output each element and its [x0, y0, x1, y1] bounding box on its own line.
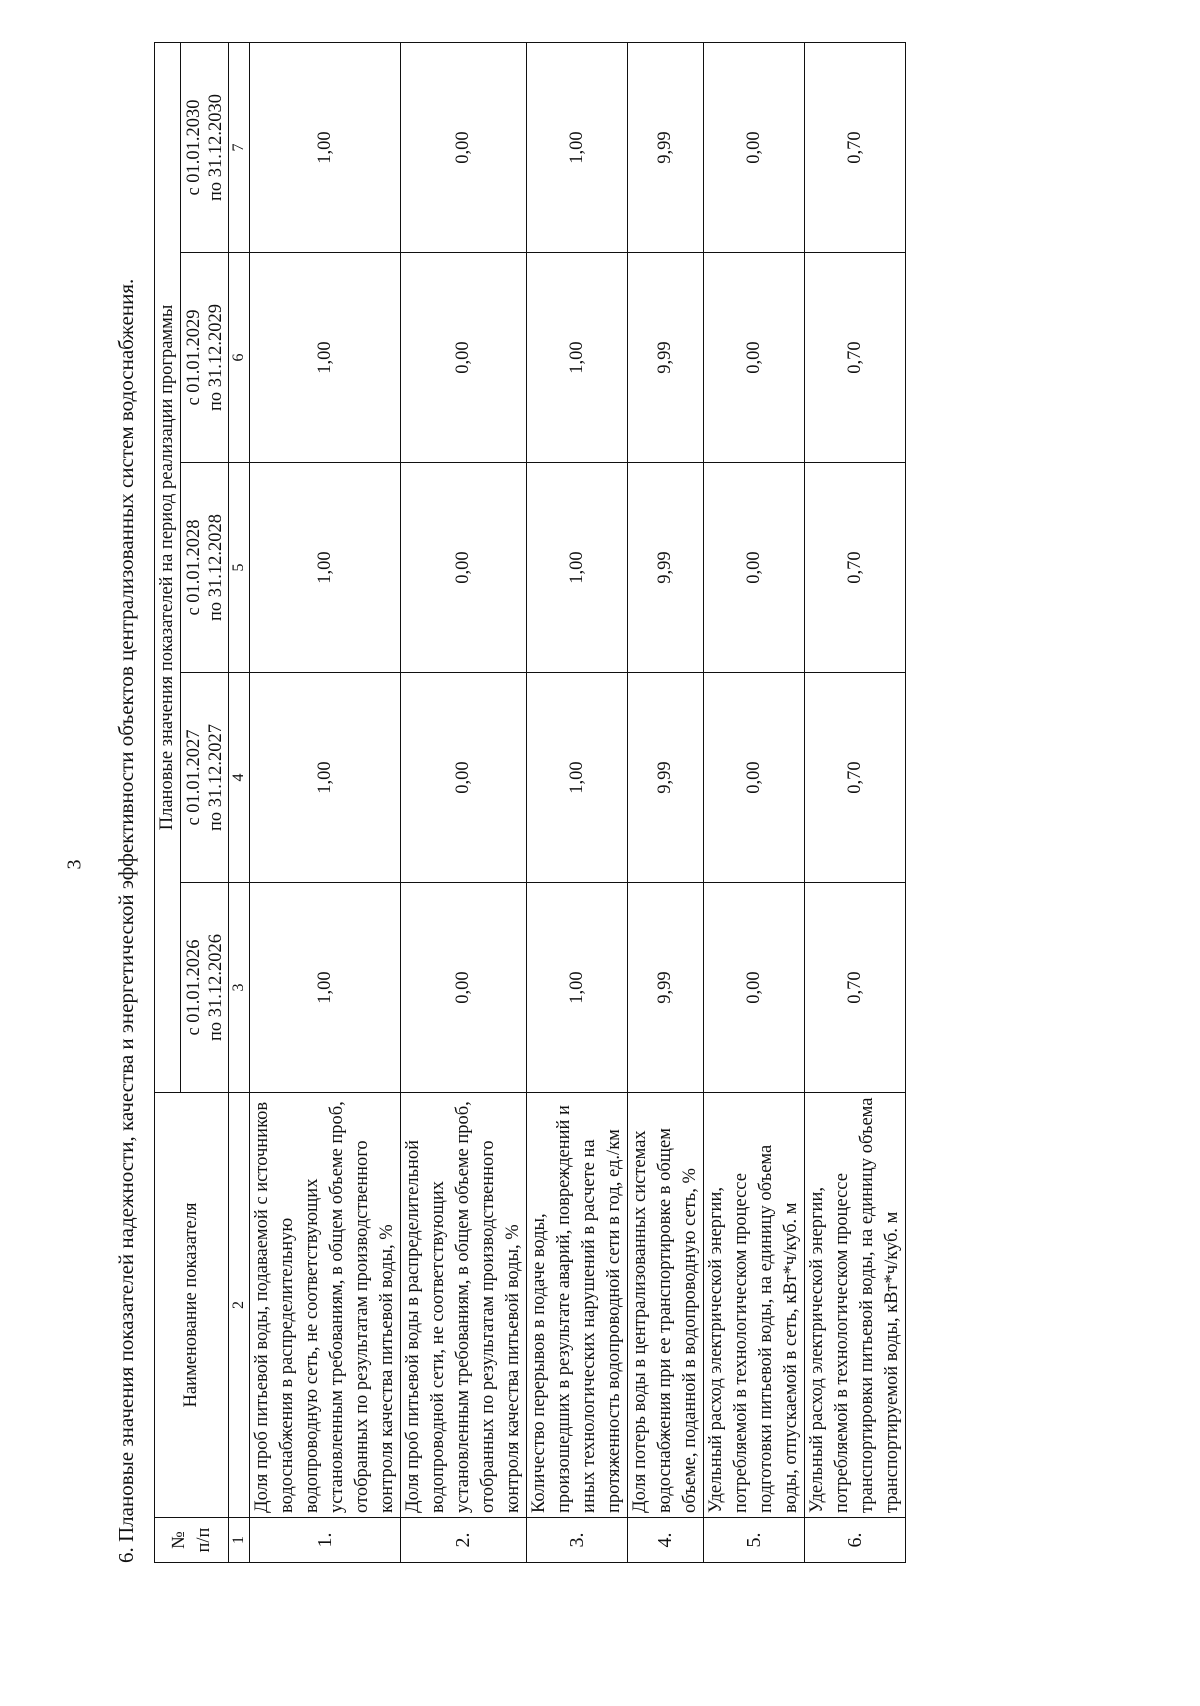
- table-row: [805, 42, 906, 1562]
- table-row: [527, 42, 628, 1562]
- table-row: [628, 42, 704, 1562]
- row-number: 1.: [250, 1518, 401, 1563]
- header-period-3: с 01.01.2028 по 31.12.2028: [181, 463, 229, 673]
- value-cell: 0,70: [805, 253, 906, 463]
- column-number: 1: [229, 1518, 250, 1563]
- value-cell: 1,00: [527, 463, 628, 673]
- indicator-name: Количество перерывов в подаче воды, произошедших в результате аварий, повреждений и иных технологических нарушений в расчете на протяженность водопроводной сети в год, ед./км: [527, 1093, 628, 1518]
- value-cell: 9,99: [628, 253, 704, 463]
- value-cell: 1,00: [250, 463, 401, 673]
- value-cell: 0,70: [805, 883, 906, 1093]
- value-cell: 1,00: [250, 253, 401, 463]
- value-cell: 9,99: [628, 883, 704, 1093]
- header-period-4: с 01.01.2029 по 31.12.2029: [181, 253, 229, 463]
- header-period-2: с 01.01.2027 по 31.12.2027: [181, 673, 229, 883]
- value-cell: 1,00: [250, 673, 401, 883]
- value-cell: 1,00: [527, 673, 628, 883]
- header-period-5: с 01.01.2030 по 31.12.2030: [181, 42, 229, 252]
- value-cell: 1,00: [527, 253, 628, 463]
- header-num: № п/п: [155, 1518, 229, 1563]
- value-cell: 0,70: [805, 42, 906, 252]
- value-cell: 1,00: [527, 42, 628, 252]
- indicators-table: [154, 42, 906, 1563]
- row-number: 2.: [401, 1518, 527, 1563]
- row-number: 6.: [805, 1518, 906, 1563]
- value-cell: 0,00: [401, 883, 527, 1093]
- value-cell: 9,99: [628, 673, 704, 883]
- value-cell: 0,00: [401, 463, 527, 673]
- value-cell: 1,00: [250, 42, 401, 252]
- value-cell: 0,00: [401, 42, 527, 252]
- value-cell: 0,00: [704, 673, 805, 883]
- row-number: 4.: [628, 1518, 704, 1563]
- table-row: [704, 42, 805, 1562]
- value-cell: 9,99: [628, 42, 704, 252]
- table-row: [401, 42, 527, 1562]
- table-row: [250, 42, 401, 1562]
- header-name: Наименование показателя: [155, 1093, 229, 1518]
- indicator-name: Доля проб питьевой воды, подаваемой с источников водоснабжения в распределительную водопроводную сеть, не соответствующих установленным требованиям, в общем объеме проб, отобранных по результатам производственного контроля качества питьевой воды, %: [250, 1093, 401, 1518]
- row-number: 3.: [527, 1518, 628, 1563]
- value-cell: 1,00: [527, 883, 628, 1093]
- column-number: 6: [229, 253, 250, 463]
- value-cell: 0,00: [401, 673, 527, 883]
- column-number: 2: [229, 1093, 250, 1518]
- indicator-name: Доля проб питьевой воды в распределительной водопроводной сети, не соответствующих установленным требованиям, в общем объеме проб, отобранных по результатам производственного контроля качества питьевой воды, %: [401, 1093, 527, 1518]
- header-group: Плановые значения показателей на период реализации программы: [155, 42, 181, 1092]
- column-number: 4: [229, 673, 250, 883]
- value-cell: 9,99: [628, 463, 704, 673]
- header-period-1: с 01.01.2026 по 31.12.2026: [181, 883, 229, 1093]
- value-cell: 0,00: [704, 463, 805, 673]
- column-number: 5: [229, 463, 250, 673]
- indicator-name: Удельный расход электрической энергии, потребляемой в технологическом процессе подготовки питьевой воды, на единицу объема воды, отпускаемой в сеть, кВт*ч/куб. м: [704, 1093, 805, 1518]
- table-caption: 6. Плановые значения показателей надежности, качества и энергетической эффективности объектов централизованных систем водоснабжения.: [114, 278, 138, 1563]
- indicator-name: Удельный расход электрической энергии, потребляемой в технологическом процессе транспортировки питьевой воды, на единицу объема транспортируемой воды, кВт*ч/куб. м: [805, 1093, 906, 1518]
- rotated-page-content: [112, 43, 1200, 1563]
- value-cell: 1,00: [250, 883, 401, 1093]
- value-cell: 0,00: [704, 42, 805, 252]
- value-cell: 0,00: [401, 253, 527, 463]
- page-number: 3: [63, 859, 86, 870]
- value-cell: 0,00: [704, 883, 805, 1093]
- column-number: 7: [229, 42, 250, 252]
- value-cell: 0,00: [704, 253, 805, 463]
- value-cell: 0,70: [805, 463, 906, 673]
- column-number: 3: [229, 883, 250, 1093]
- row-number: 5.: [704, 1518, 805, 1563]
- value-cell: 0,70: [805, 673, 906, 883]
- indicator-name: Доля потерь воды в централизованных системах водоснабжения при ее транспортировке в общем объеме, поданной в водопроводную сеть, %: [628, 1093, 704, 1518]
